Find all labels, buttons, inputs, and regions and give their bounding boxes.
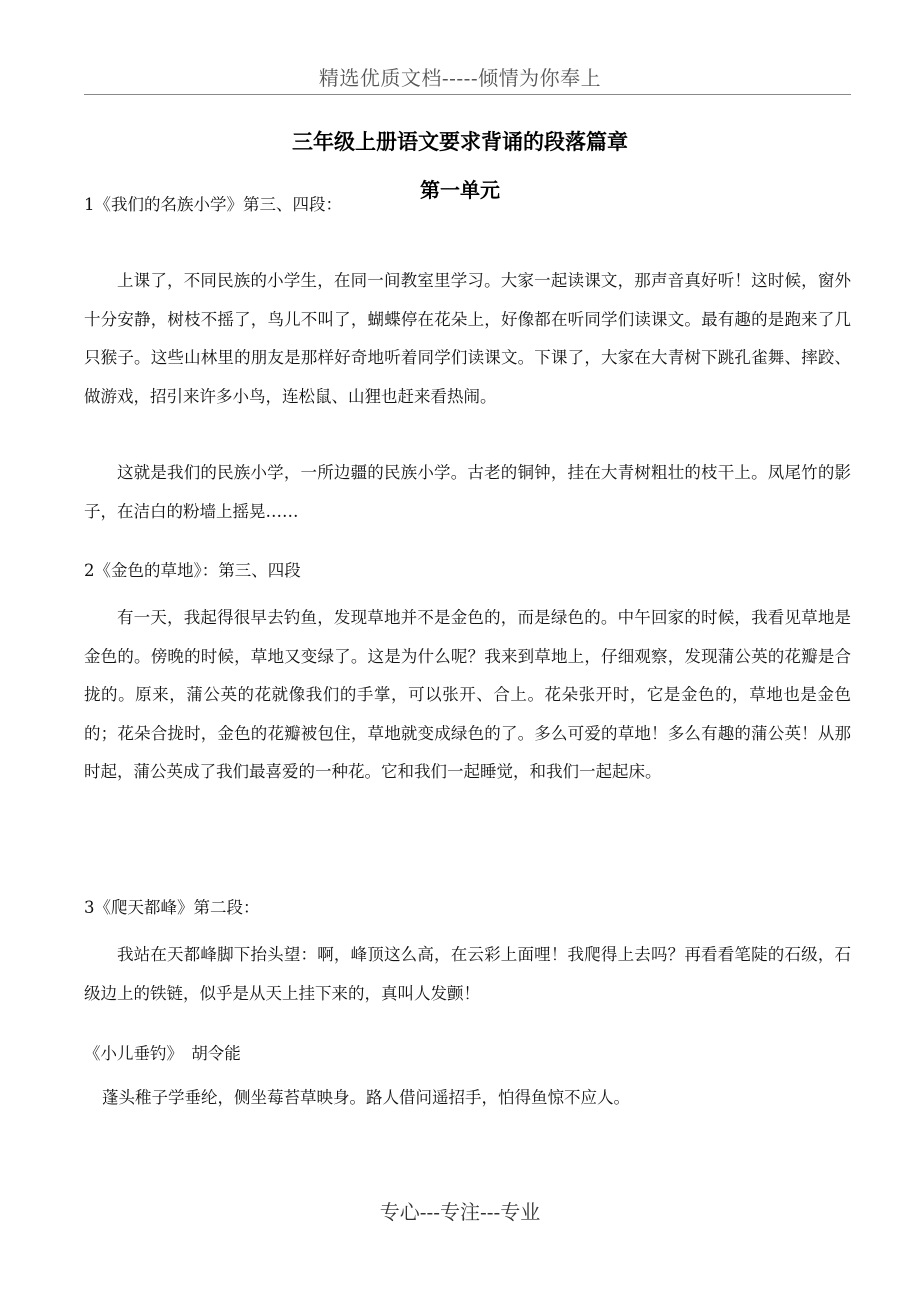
poem-line: 蓬头稚子学垂纶，侧坐莓苔草映身。路人借问遥招手，怕得鱼惊不应人。 — [102, 1088, 630, 1107]
page-header: 精选优质文档-----倾情为你奉上 — [318, 66, 602, 90]
unit-title: 第一单元 — [420, 178, 500, 202]
poem-heading: 《小儿垂钓》 胡令能 — [84, 1044, 241, 1063]
paragraph: 有一天，我起得很早去钓鱼，发现草地并不是金色的，而是绿色的。中午回家的时候，我看见草地是金色的。傍晚的时候，草地又变绿了。这是为什么呢？我来到草地上，仔细观察，发现蒲公英的花瓣是合拢的。原来，蒲公英的花就像我们的手掌，可以张开、合上。花朵张开时，它是金色的，草地也是金色的；花朵合拢时，金色的花瓣被包住，草地就变成绿色的了。多么可爱的草地！多么有趣的蒲公英！从那时起，蒲公英成了我们最喜爱的一种花。它和我们一起睡觉，和我们一起起床。 — [84, 608, 851, 781]
section-heading: 2《金色的草地》：第三、四段 — [84, 561, 301, 580]
page-footer: 专心---专注---专业 — [379, 1200, 541, 1224]
header-rule — [84, 94, 851, 95]
document-title: 三年级上册语文要求背诵的段落篇章 — [292, 129, 628, 154]
section-heading: 3《爬天都峰》第二段： — [84, 898, 260, 917]
paragraph: 这就是我们的民族小学，一所边疆的民族小学。古老的铜钟，挂在大青树粗壮的枝干上。凤尾竹的影子，在洁白的粉墙上摇晃…… — [84, 463, 851, 521]
section-heading: 1《我们的名族小学》第三、四段： — [84, 195, 342, 214]
paragraph: 上课了，不同民族的小学生，在同一间教室里学习。大家一起读课文，那声音真好听！这时候，窗外十分安静，树枝不摇了，鸟儿不叫了，蝴蝶停在花朵上，好像都在听同学们读课文。最有趣的是跑来了几只猴子。这些山林里的朋友是那样好奇地听着同学们读课文。下课了，大家在大青树下跳孔雀舞、摔跤、做游戏，招引来许多小鸟，连松鼠、山狸也赶来看热闹。 — [84, 271, 851, 406]
paragraph: 我站在天都峰脚下抬头望：啊，峰顶这么高，在云彩上面哩！我爬得上去吗？再看看笔陡的石级，石级边上的铁链，似乎是从天上挂下来的，真叫人发颤！ — [84, 945, 851, 1003]
